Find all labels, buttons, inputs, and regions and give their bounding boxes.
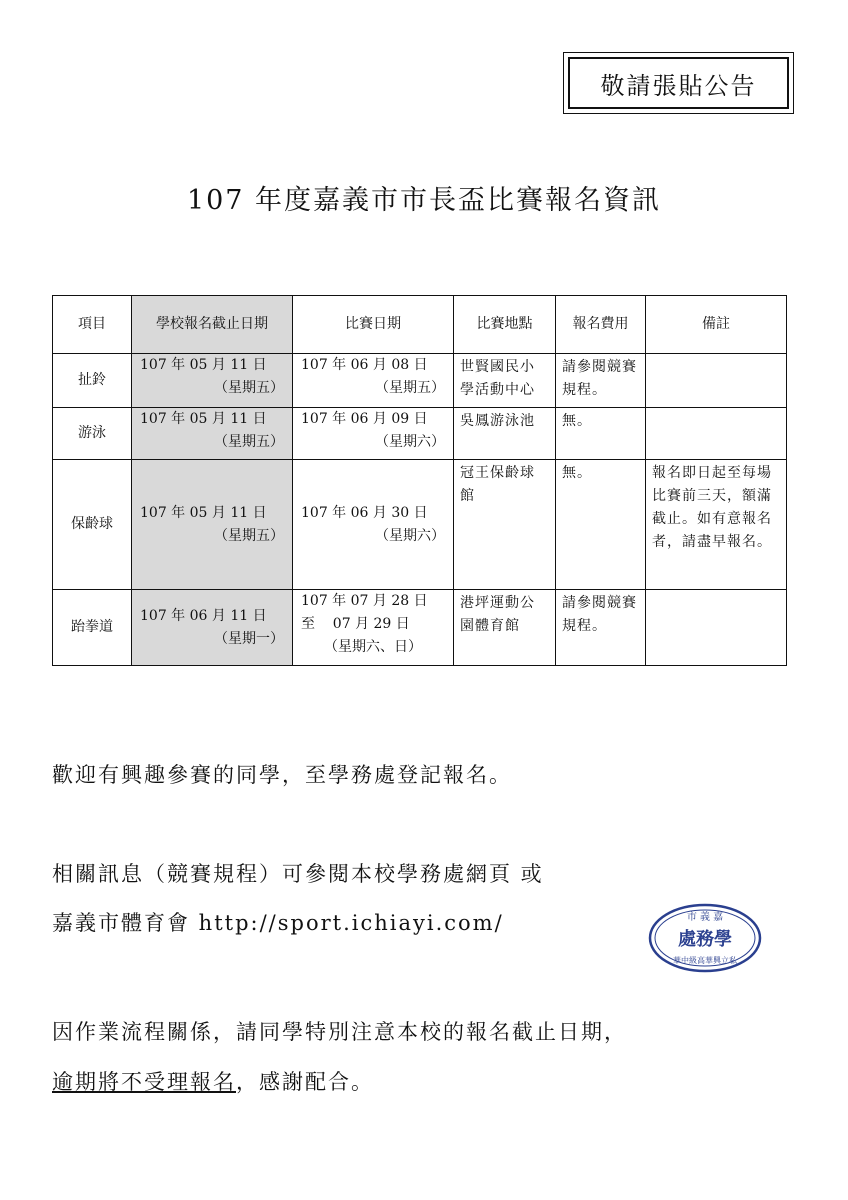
row-note: 報名即日起至每場比賽前三天，額滿截止。如有意報名者，請盡早報名。: [646, 460, 787, 590]
registration-table: [52, 295, 787, 666]
row-place: 世賢國民小學活動中心: [454, 354, 556, 408]
thanks-text: ，感謝配合。: [236, 1070, 374, 1094]
row-fee: 請參閱競賽規程。: [556, 354, 646, 408]
header-match-date: 比賽日期: [293, 296, 454, 354]
info-text-line2: 嘉義市體育會 http://sport.ichiayi.com/: [52, 911, 504, 935]
row-item: 跆拳道: [53, 590, 132, 666]
office-seal-stamp: [648, 903, 762, 973]
seal-bottom-text: 華中級高華興立私: [673, 956, 737, 965]
underlined-warning: 逾期將不受理報名: [52, 1070, 236, 1094]
notice-text: 敬請張貼公告: [568, 57, 789, 109]
match-date: 107 年 07 月 28 日: [301, 593, 428, 609]
header-note: 備註: [646, 296, 787, 354]
row-note: [646, 590, 787, 666]
table-header-row: [53, 296, 787, 354]
match-date: 107 年 06 月 30 日: [301, 504, 428, 521]
match-date: 107 年 06 月 08 日: [301, 357, 428, 373]
header-place: 比賽地點: [454, 296, 556, 354]
seal-top-text: 市 義 嘉: [686, 912, 724, 923]
header-item: 項目: [53, 296, 132, 354]
welcome-text: 歡迎有興趣參賽的同學，至學務處登記報名。: [52, 763, 512, 787]
deadline-day: （星期五）: [214, 434, 284, 450]
row-item: 保齡球: [53, 460, 132, 590]
table-row: [53, 354, 787, 408]
match-day: （星期六）: [375, 434, 445, 450]
header-fee: 報名費用: [556, 296, 646, 354]
table-row: [53, 460, 787, 590]
deadline-day: （星期五）: [214, 527, 284, 544]
row-place: 港坪運動公園體育館: [454, 590, 556, 666]
row-place: 吳鳳游泳池: [454, 408, 556, 460]
table-row: [53, 408, 787, 460]
row-fee: 無。: [556, 408, 646, 460]
deadline-date: 107 年 05 月 11 日: [140, 357, 267, 373]
row-place: 冠王保齡球館: [454, 460, 556, 590]
row-match-date: [293, 590, 454, 666]
row-deadline: [132, 590, 293, 666]
row-fee: 請參閱競賽規程。: [556, 590, 646, 666]
match-date-end: 至 07 月 29 日: [301, 616, 410, 632]
match-date: 107 年 06 月 09 日: [301, 411, 428, 427]
match-day: （星期六）: [375, 527, 445, 544]
page-title: 107 年度嘉義市市長盃比賽報名資訊: [186, 185, 662, 216]
deadline-date: 107 年 05 月 11 日: [140, 411, 267, 427]
row-item: 扯鈴: [53, 354, 132, 408]
row-match-date: [293, 354, 454, 408]
info-text-line1: 相關訊息（競賽規程）可參閱本校學務處網頁 或: [52, 862, 544, 886]
match-day: （星期六、日）: [324, 639, 422, 655]
process-text-line1: 因作業流程關係，請同學特別注意本校的報名截止日期，: [52, 1020, 627, 1044]
row-deadline: [132, 354, 293, 408]
row-match-date: [293, 408, 454, 460]
header-deadline: 學校報名截止日期: [132, 296, 293, 354]
match-day: （星期五）: [375, 380, 445, 396]
row-deadline: [132, 408, 293, 460]
row-fee: 無。: [556, 460, 646, 590]
seal-center-text: 處務學: [678, 929, 732, 950]
row-deadline: [132, 460, 293, 590]
row-note: [646, 408, 787, 460]
deadline-date: 107 年 05 月 11 日: [140, 504, 267, 521]
deadline-date: 107 年 06 月 11 日: [140, 607, 267, 624]
process-text-line2: [52, 1066, 374, 1096]
row-item: 游泳: [53, 408, 132, 460]
deadline-day: （星期五）: [214, 380, 284, 396]
table-row: [53, 590, 787, 666]
deadline-day: （星期一）: [214, 630, 284, 647]
notice-box: [563, 52, 794, 114]
row-match-date: [293, 460, 454, 590]
row-note: [646, 354, 787, 408]
